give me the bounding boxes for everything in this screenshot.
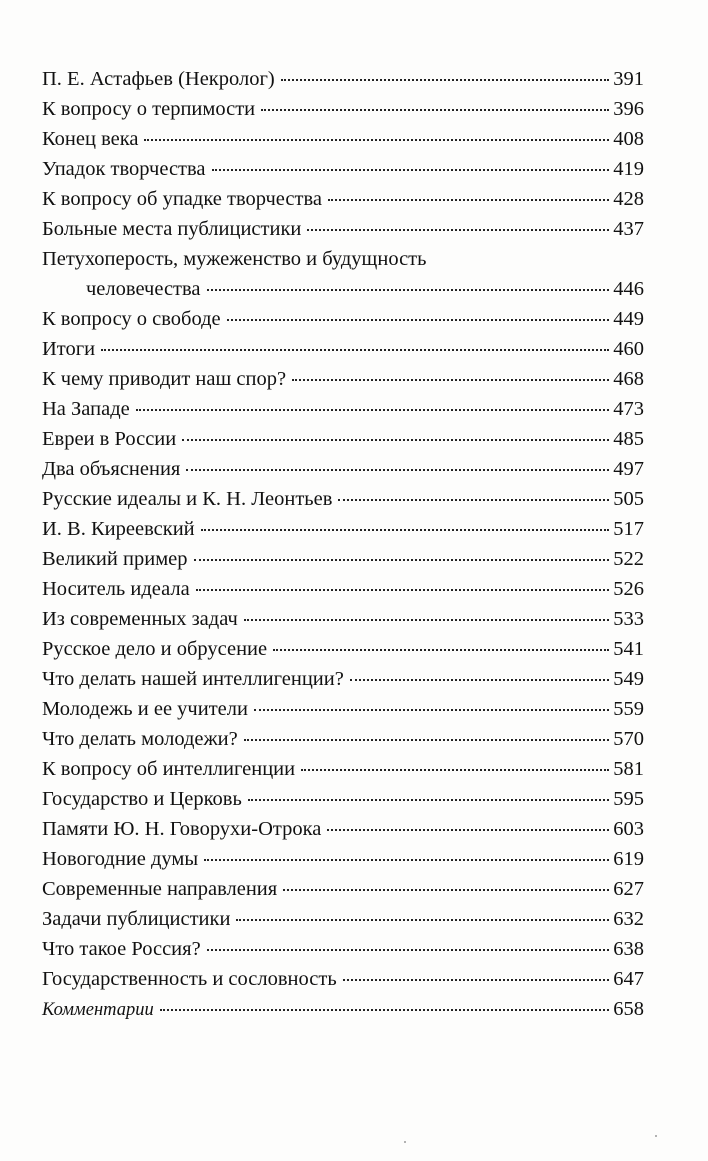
toc-page-number: 473 (613, 398, 644, 420)
toc-entry-title: Задачи публицистики (42, 908, 231, 930)
toc-entry (42, 364, 644, 394)
toc-page-number: 505 (613, 488, 644, 510)
toc-page-number: 627 (613, 878, 644, 900)
toc-entry (42, 454, 644, 484)
toc-page-number: 647 (613, 968, 644, 990)
toc-page-number: 570 (613, 728, 644, 750)
toc-page-number: 396 (613, 98, 644, 120)
toc-entry (42, 814, 644, 844)
toc-dot-leader (283, 889, 609, 891)
toc-entry (42, 154, 644, 184)
toc-entry-title: Из современных задач (42, 608, 238, 630)
toc-page-number: 581 (613, 758, 644, 780)
toc-entry-title: П. Е. Астафьев (Некролог) (42, 68, 275, 90)
toc-entry-title: Что такое Россия? (42, 938, 201, 960)
toc-entry-title: На Западе (42, 398, 130, 420)
toc-entry (42, 844, 644, 874)
toc-page-number: 526 (613, 578, 644, 600)
toc-entry (42, 334, 644, 364)
toc-dot-leader (136, 409, 610, 411)
toc-page-number: 497 (613, 458, 644, 480)
toc-dot-leader (207, 289, 610, 291)
toc-dot-leader (186, 469, 609, 471)
toc-entry (42, 394, 644, 424)
toc-entry (42, 754, 644, 784)
toc-page-number: 595 (613, 788, 644, 810)
toc-entry-title: Что делать молодежи? (42, 728, 238, 750)
toc-dot-leader (236, 919, 609, 921)
toc-entry-title: человечества (86, 278, 201, 300)
toc-page-number: 638 (613, 938, 644, 960)
toc-page-number: 437 (613, 218, 644, 240)
toc-entry-commentary (42, 994, 644, 1024)
toc-dot-leader (350, 679, 609, 681)
toc-entry (42, 904, 644, 934)
toc-entry (42, 634, 644, 664)
toc-dot-leader (338, 499, 609, 501)
toc-dot-leader (254, 709, 609, 711)
toc-dot-leader (212, 169, 610, 171)
toc-dot-leader (194, 559, 610, 561)
toc-entry (42, 124, 644, 154)
toc-entry-title: К вопросу об интеллигенции (42, 758, 296, 780)
toc-page-number: 658 (613, 998, 644, 1020)
toc-dot-leader (273, 649, 609, 651)
toc-page-number: 485 (613, 428, 644, 450)
toc-entry-continuation (42, 274, 644, 304)
toc-dot-leader (328, 199, 609, 201)
toc-entry-title: Молодежь и ее учители (42, 698, 248, 720)
toc-entry-title: Великий пример (42, 548, 188, 570)
toc-page-number: 522 (613, 548, 644, 570)
toc-dot-leader (227, 319, 610, 321)
toc-entry-title: Новогодние думы (42, 848, 199, 870)
toc-entry-title: Государственность и сословность (42, 968, 337, 990)
toc-entry (42, 574, 644, 604)
toc-dot-leader (144, 139, 609, 141)
toc-entry (42, 214, 644, 244)
toc-entry-title: Больные места публицистики (42, 218, 302, 240)
toc-dot-leader (307, 229, 609, 231)
toc-entry-title: Что делать нашей интеллигенции? (42, 668, 344, 690)
toc-entry (42, 424, 644, 454)
toc-page-number: 428 (613, 188, 644, 210)
toc-entry (42, 964, 644, 994)
toc-entry (42, 544, 644, 574)
toc-entry (42, 694, 644, 724)
toc-dot-leader (343, 979, 610, 981)
toc-entry-first-line (42, 244, 644, 274)
toc-entry-title: Русское дело и обрусение (42, 638, 268, 660)
toc-entry (42, 874, 644, 904)
toc-page-number: 632 (613, 908, 644, 930)
toc-page-number: 449 (613, 308, 644, 330)
toc-entry (42, 484, 644, 514)
toc-dot-leader (248, 799, 609, 801)
toc-dot-leader (201, 529, 610, 531)
toc-entry-title: К вопросу об упадке творчества (42, 188, 322, 210)
toc-dot-leader (204, 859, 609, 861)
toc-dot-leader (261, 109, 609, 111)
toc-entry (42, 64, 644, 94)
toc-dot-leader (327, 829, 609, 831)
toc-entry-title: Русские идеалы и К. Н. Леонтьев (42, 488, 333, 510)
toc-page-number: 541 (613, 638, 644, 660)
toc-entry (42, 604, 644, 634)
toc-entry-title: Современные направления (42, 878, 278, 900)
toc-dot-leader (207, 949, 610, 951)
table-of-contents (42, 64, 644, 1024)
toc-entry-title: И. В. Киреевский (42, 518, 195, 540)
toc-entry-title: Евреи в России (42, 428, 177, 450)
toc-dot-leader (160, 1009, 610, 1011)
toc-page-number: 460 (613, 338, 644, 360)
toc-entry-title: Итоги (42, 338, 96, 360)
toc-page-number: 391 (613, 68, 644, 90)
toc-entry-title: К чему приводит наш спор? (42, 368, 287, 390)
toc-page-number: 559 (613, 698, 644, 720)
scan-speck (655, 1135, 657, 1137)
toc-entry (42, 784, 644, 814)
toc-dot-leader (301, 769, 609, 771)
toc-dot-leader (244, 739, 609, 741)
toc-page-number: 419 (613, 158, 644, 180)
toc-dot-leader (244, 619, 609, 621)
toc-entry (42, 724, 644, 754)
toc-entry-title: Комментарии (42, 1000, 154, 1020)
toc-entry (42, 934, 644, 964)
toc-page-number: 549 (613, 668, 644, 690)
toc-entry-title: Упадок творчества (42, 158, 206, 180)
toc-dot-leader (196, 589, 609, 591)
toc-dot-leader (182, 439, 609, 441)
toc-entry-title: Памяти Ю. Н. Говорухи-Отрока (42, 818, 322, 840)
toc-page-number: 468 (613, 368, 644, 390)
toc-entry-title: К вопросу о терпимости (42, 98, 256, 120)
toc-entry-title: Петухоперость, мужеженство и будущность (42, 248, 427, 270)
scan-speck (404, 1141, 406, 1143)
toc-dot-leader (101, 349, 609, 351)
toc-entry (42, 304, 644, 334)
toc-entry-title: Конец века (42, 128, 139, 150)
toc-page-number: 408 (613, 128, 644, 150)
toc-entry-title: Государство и Церковь (42, 788, 242, 810)
toc-entry (42, 94, 644, 124)
toc-dot-leader (281, 79, 610, 81)
toc-page-number: 619 (613, 848, 644, 870)
toc-page-number: 517 (613, 518, 644, 540)
toc-entry-title: К вопросу о свободе (42, 308, 221, 330)
toc-page-number: 446 (613, 278, 644, 300)
toc-entry (42, 664, 644, 694)
toc-entry (42, 514, 644, 544)
toc-page-number: 603 (613, 818, 644, 840)
toc-entry-title: Носитель идеала (42, 578, 190, 600)
toc-entry (42, 184, 644, 214)
toc-dot-leader (292, 379, 609, 381)
toc-entry-title: Два объяснения (42, 458, 181, 480)
toc-page-number: 533 (613, 608, 644, 630)
